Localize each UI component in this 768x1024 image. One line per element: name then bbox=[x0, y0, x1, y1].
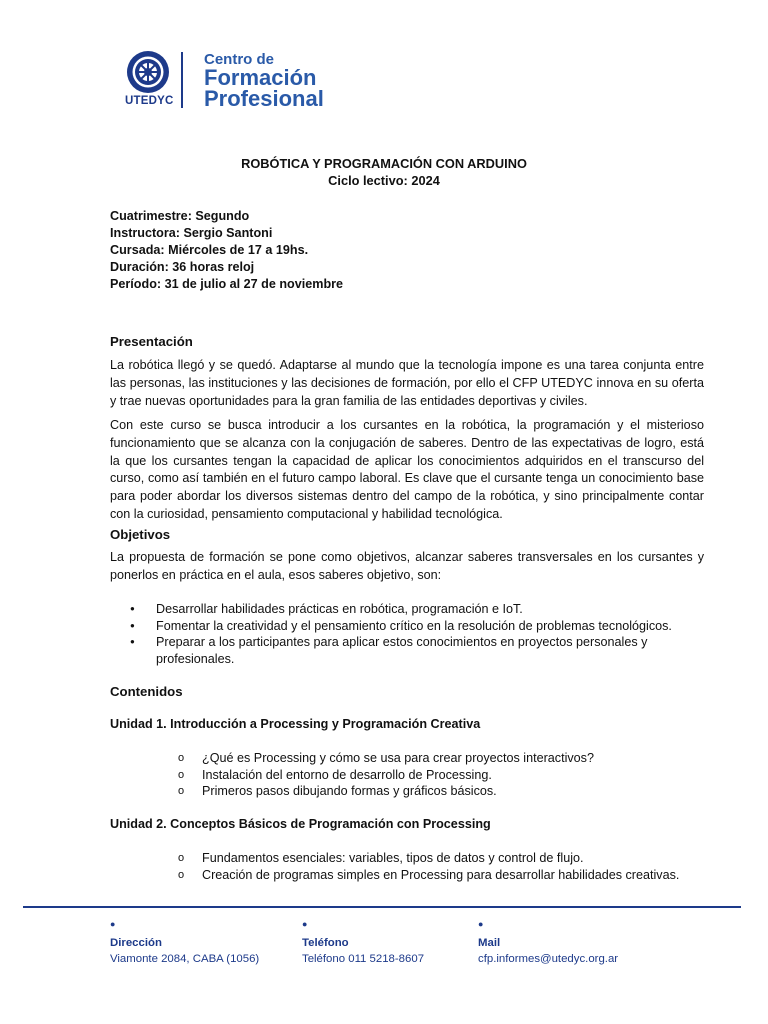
footer-direccion bbox=[110, 918, 259, 967]
list-item: ● Preparar a los participantes para aplicar estos conocimientos en proyectos personales y profesionales. bbox=[110, 634, 704, 667]
info-cuatrimestre: Cuatrimestre: Segundo bbox=[110, 209, 250, 223]
document-title: ROBÓTICA Y PROGRAMACIÓN CON ARDUINO bbox=[241, 156, 527, 171]
unidad-1-list bbox=[110, 750, 704, 800]
list-item: o Fundamentos esenciales: variables, tipos de datos y control de flujo. bbox=[110, 850, 704, 867]
presentacion-heading: Presentación bbox=[110, 334, 193, 349]
info-instructora: Instructora: Sergio Santoni bbox=[110, 226, 273, 240]
cfp-utedyc-logo bbox=[124, 50, 339, 112]
document-subtitle: Ciclo lectivo: 2024 bbox=[328, 173, 440, 188]
unidad-2-list bbox=[110, 850, 704, 883]
bullet-icon: ● bbox=[478, 919, 484, 929]
list-item: ● Desarrollar habilidades prácticas en robótica, programación e IoT. bbox=[110, 601, 704, 618]
presentacion-paragraph-2: Con este curso se busca introducir a los cursantes en la robótica, la programación y el misterioso funcionamiento que se alcanza con la conjugación de saberes. Dentro de las expectativas de logro, está la que los cursantes tengan la capacidad de aplicar los conocimientos adquiridos en el transcurso del curso, como así también en el futuro campo laboral. Es clave que el cursante tenga un conocimiento base para poder abordar los diversos sistemas dentro del campo de la robótica, y sino principalmente contar con la curiosidad, pensamiento computacional y habilidad tecnológica. bbox=[110, 418, 704, 521]
unidad-1-title: Unidad 1. Introducción a Processing y Programación Creativa bbox=[110, 717, 481, 731]
objetivos-list bbox=[110, 601, 704, 667]
bullet-icon: ● bbox=[110, 919, 116, 929]
footer-mail-link[interactable]: cfp.informes@utedyc.org.ar bbox=[478, 952, 619, 965]
objetivos-intro: La propuesta de formación se pone como objetivos, alcanzar saberes transversales en los cursantes y ponerlos en práctica en el aula, esos saberes objetivo, son: bbox=[110, 550, 704, 582]
footer-direccion-value: Viamonte 2084, CABA (1056) bbox=[110, 952, 260, 965]
list-item: ● Fomentar la creatividad y el pensamiento crítico en la resolución de problemas tecnológicos. bbox=[110, 618, 704, 635]
list-item: o Creación de programas simples en Processing para desarrollar habilidades creativas. bbox=[110, 867, 704, 884]
footer-telefono-label: Teléfono bbox=[302, 937, 349, 949]
logo-line-2: Formación bbox=[204, 65, 317, 90]
contenidos-heading: Contenidos bbox=[110, 684, 183, 699]
info-cursada: Cursada: Miércoles de 17 a 19hs. bbox=[110, 243, 309, 257]
footer-mail-label: Mail bbox=[478, 937, 501, 949]
logo-line-1: Centro de bbox=[204, 51, 275, 68]
footer-mail bbox=[478, 918, 618, 967]
footer-telefono bbox=[302, 918, 424, 967]
footer-divider bbox=[23, 906, 741, 908]
objetivos-heading: Objetivos bbox=[110, 527, 171, 542]
logo-divider bbox=[181, 52, 183, 108]
logo-utedyc-text: UTEDYC bbox=[125, 95, 174, 107]
info-duracion: Duración: 36 horas reloj bbox=[110, 260, 255, 274]
course-info bbox=[110, 208, 343, 293]
utedyc-seal-icon bbox=[124, 50, 176, 96]
presentacion-paragraph-1: La robótica llegó y se quedó. Adaptarse al mundo que la tecnología impone es una tarea conjunta entre las personas, las instituciones y las decisiones de formación, por ello el CFP UTEDYC innova en su oferta y trae nuevas oportunidades para la gran familia de las entidades deportivas y civiles. bbox=[110, 358, 704, 408]
unidad-2-title: Unidad 2. Conceptos Básicos de Programación con Processing bbox=[110, 817, 491, 831]
list-item: o Instalación del entorno de desarrollo de Processing. bbox=[110, 767, 704, 784]
footer-direccion-label: Dirección bbox=[110, 937, 162, 949]
list-item: o Primeros pasos dibujando formas y gráficos básicos. bbox=[110, 783, 704, 800]
info-periodo: Período: 31 de julio al 27 de noviembre bbox=[110, 277, 344, 291]
logo-line-3: Profesional bbox=[204, 86, 324, 111]
footer-telefono-value: Teléfono 011 5218-8607 bbox=[302, 952, 425, 965]
bullet-icon: ● bbox=[302, 919, 308, 929]
list-item: o ¿Qué es Processing y cómo se usa para crear proyectos interactivos? bbox=[110, 750, 704, 767]
